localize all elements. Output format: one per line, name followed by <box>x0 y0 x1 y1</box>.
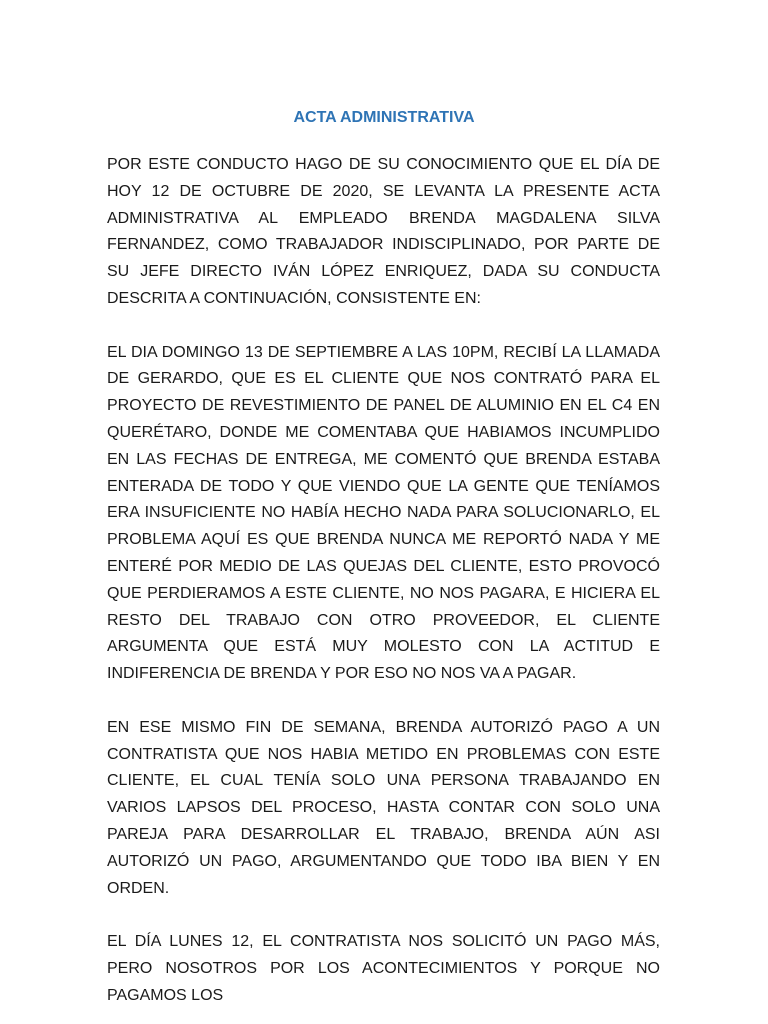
paragraph-incident: EL DIA DOMINGO 13 DE SEPTIEMBRE A LAS 10PM, RECIBÍ LA LLAMADA DE GERARDO, QUE ES EL CLIENTE QUE NOS CONTRATÓ PARA EL PROYECTO DE REVESTIMIENTO DE PANEL DE ALUMINIO EN EL C4 EN QUERÉTARO, DONDE ME COMENTABA QUE HABIAMOS INCUMPLIDO EN LAS FECHAS DE ENTREGA, ME COMENTÓ QUE BRENDA ESTABA ENTERADA DE TODO Y QUE VIENDO QUE LA GENTE QUE TENÍAMOS ERA INSUFICIENTE NO HABÍA HECHO NADA PARA SOLUCIONARLO, EL PROBLEMA AQUÍ ES QUE BRENDA NUNCA ME REPORTÓ NADA Y ME ENTERÉ POR MEDIO DE LAS QUEJAS DEL CLIENTE, ESTO PROVOCÓ QUE PERDIERAMOS A ESTE CLIENTE, NO NOS PAGARA, E HICIERA EL RESTO DEL TRABAJO CON OTRO PROVEEDOR, EL CLIENTE ARGUMENTA QUE ESTÁ MUY MOLESTO CON LA ACTITUD E INDIFERENCIA DE BRENDA Y POR ESO NO NOS VA A PAGAR. <box>107 343 660 683</box>
paragraph-intro: POR ESTE CONDUCTO HAGO DE SU CONOCIMIENTO QUE EL DÍA DE HOY 12 DE OCTUBRE DE 2020, SE LEVANTA LA PRESENTE ACTA ADMINISTRATIVA AL EMPLEADO BRENDA MAGDALENA SILVA FERNANDEZ, COMO TRABAJADOR INDISCIPLINADO, POR PARTE DE SU JEFE DIRECTO IVÁN LÓPEZ ENRIQUEZ, DADA SU CONDUCTA DESCRITA A CONTINUACIÓN, CONSISTENTE EN: <box>107 156 660 307</box>
document-body <box>107 152 660 1024</box>
document-title: ACTA ADMINISTRATIVA <box>293 109 475 126</box>
paragraph-monday: EL DÍA LUNES 12, EL CONTRATISTA NOS SOLICITÓ UN PAGO MÁS, PERO NOSOTROS POR LOS ACONTECIMIENTOS Y PORQUE NO PAGAMOS LOS <box>107 933 660 1004</box>
paragraph-payment: EN ESE MISMO FIN DE SEMANA, BRENDA AUTORIZÓ PAGO A UN CONTRATISTA QUE NOS HABIA METIDO EN PROBLEMAS CON ESTE CLIENTE, EL CUAL TENÍA SOLO UNA PERSONA TRABAJANDO EN VARIOS LAPSOS DEL PROCESO, HASTA CONTAR CON SOLO UNA PAREJA PARA DESARROLLAR EL TRABAJO, BRENDA AÚN ASI AUTORIZÓ UN PAGO, ARGUMENTANDO QUE TODO IBA BIEN Y EN ORDEN. <box>107 718 660 897</box>
